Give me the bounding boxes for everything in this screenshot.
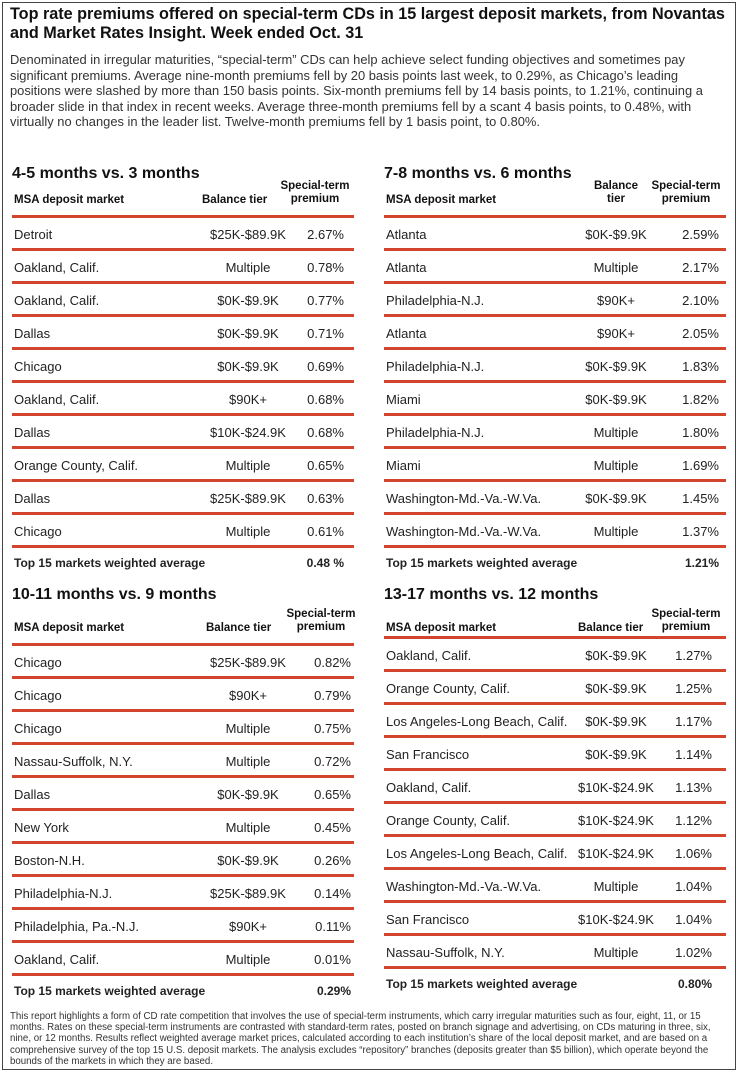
tier-cell: $25K-$89.9K xyxy=(210,491,286,506)
weighted-average-label: Top 15 markets weighted average xyxy=(14,556,206,570)
table-row xyxy=(384,413,726,446)
market-cell: Los Angeles-Long Beach, Calif. xyxy=(386,714,568,729)
tier-cell: Multiple xyxy=(593,524,639,539)
tier-cell: Multiple xyxy=(225,260,271,275)
table-row xyxy=(12,479,354,512)
market-cell: Philadelphia-N.J. xyxy=(386,359,485,374)
table-row xyxy=(12,512,354,545)
tier-cell: Multiple xyxy=(593,879,639,894)
col-header-market: MSA deposit market xyxy=(386,622,497,634)
tier-cell: Multiple xyxy=(593,945,639,960)
premium-cell: 1.17% xyxy=(675,714,712,729)
tier-cell: $90K+ xyxy=(229,688,267,703)
table-row xyxy=(384,215,726,248)
tier-cell: $0K-$9.9K xyxy=(217,326,279,341)
premium-cell: 1.14% xyxy=(675,747,712,762)
tier-cell: Multiple xyxy=(225,458,271,473)
premium-cell: 1.69% xyxy=(682,458,719,473)
col-header-tier: Balance tier xyxy=(202,194,268,206)
tier-cell: $10K-$24.9K xyxy=(210,425,286,440)
tier-cell: $90K+ xyxy=(229,919,267,934)
tier-cell: $10K-$24.9K xyxy=(578,846,654,861)
premium-cell: 1.83% xyxy=(682,359,719,374)
table-row xyxy=(12,380,354,413)
premium-cell: 0.26% xyxy=(314,853,351,868)
tier-cell: $0K-$9.9K xyxy=(217,853,279,868)
page-title: Top rate premiums offered on special-term CDs in 15 largest deposit markets, from Novantas and Market Rates Insight. Week ended Oct. 31 xyxy=(10,5,725,42)
tier-cell: $10K-$24.9K xyxy=(578,912,654,927)
panel-title: 4-5 months vs. 3 months xyxy=(12,165,200,182)
col-header-tier: Balance tier xyxy=(578,622,644,634)
tier-cell: $0K-$9.9K xyxy=(217,293,279,308)
market-cell: San Francisco xyxy=(386,747,470,762)
tier-cell: $90K+ xyxy=(597,293,635,308)
panel-13-17-months xyxy=(384,586,726,1002)
premium-cell: 0.11% xyxy=(315,919,351,934)
tier-cell: $25K-$89.9K xyxy=(210,655,286,670)
table-row xyxy=(384,314,726,347)
premium-cell: 0.78% xyxy=(307,260,344,275)
premium-cell: 1.13% xyxy=(675,780,712,795)
weighted-average-value: 0.80% xyxy=(677,977,712,991)
col-header-premium xyxy=(643,180,729,206)
col-header-premium-line2: premium xyxy=(661,193,711,205)
market-cell: Philadelphia-N.J. xyxy=(386,293,485,308)
col-header-premium xyxy=(278,608,364,634)
tier-cell: $90K+ xyxy=(229,392,267,407)
tier-cell: $0K-$9.9K xyxy=(585,747,647,762)
table-row xyxy=(12,742,354,775)
tier-cell: $0K-$9.9K xyxy=(217,359,279,374)
market-cell: Philadelphia, Pa.-N.J. xyxy=(14,919,140,934)
col-header-market: MSA deposit market xyxy=(14,194,125,206)
col-header-tier: Balance tier xyxy=(206,622,272,634)
table-row xyxy=(384,669,726,702)
tier-cell: $25K-$89.9K xyxy=(210,886,286,901)
table-row xyxy=(384,281,726,314)
premium-cell: 0.61% xyxy=(307,524,344,539)
weighted-average-value: 0.48 % xyxy=(306,556,344,570)
market-cell: Nassau-Suffolk, N.Y. xyxy=(14,754,133,769)
market-cell: Chicago xyxy=(14,688,62,703)
col-header-premium-line1: Special-term xyxy=(280,180,350,192)
market-cell: Dallas xyxy=(14,491,51,506)
col-header-tier-line2: tier xyxy=(607,193,625,205)
table-row xyxy=(12,413,354,446)
footer-note: This report highlights a form of CD rate competition that involves the use of special-term instruments, which carry irregular maturities such as four, eight, 11, or 15 months. Rates on these special-term instruments are contrasted with standard-term rates, posted on branch signage and advertising, on CDs maturing in three, six, nine, or 12 months. Results reflect weighted average market prices, calculated according to each institution’s share of the local deposit market, and are based on a comprehensive survey of the top 15 U.S. deposit markets. The analysis excludes “repository” branches (deposits greater than $5 billion), which operate beyond the bounds of the markets in which they are based. xyxy=(10,1011,711,1067)
market-cell: Oakland, Calif. xyxy=(386,648,472,663)
market-cell: Dallas xyxy=(14,787,51,802)
market-cell: Los Angeles-Long Beach, Calif. xyxy=(386,846,568,861)
panel-4-5-months xyxy=(12,165,354,577)
col-header-tier-line1: Balance xyxy=(593,180,639,192)
premium-cell: 0.71% xyxy=(307,326,344,341)
panel-rows xyxy=(12,643,354,1001)
table-row xyxy=(12,314,354,347)
tier-cell: Multiple xyxy=(225,524,271,539)
market-cell: Orange County, Calif. xyxy=(386,813,511,828)
table-row xyxy=(384,867,726,900)
premium-cell: 0.65% xyxy=(314,787,351,802)
market-cell: Chicago xyxy=(14,524,62,539)
table-row xyxy=(384,248,726,281)
table-row xyxy=(384,512,726,545)
table-row xyxy=(384,801,726,834)
panel-10-11-months xyxy=(12,586,354,1002)
table-row xyxy=(384,702,726,735)
premium-cell: 0.65% xyxy=(307,458,344,473)
premium-cell: 1.02% xyxy=(675,945,712,960)
weighted-average-label: Top 15 markets weighted average xyxy=(14,984,206,998)
table-row xyxy=(12,841,354,874)
premium-cell: 2.05% xyxy=(682,326,719,341)
market-cell: Oakland, Calif. xyxy=(386,780,472,795)
table-row xyxy=(384,735,726,768)
tier-cell: Multiple xyxy=(225,820,271,835)
tier-cell: Multiple xyxy=(593,260,639,275)
table-row xyxy=(384,347,726,380)
market-cell: San Francisco xyxy=(386,912,470,927)
table-row xyxy=(384,933,726,966)
market-cell: Miami xyxy=(386,392,421,407)
table-row xyxy=(384,380,726,413)
col-header-tier xyxy=(588,180,644,206)
market-cell: Philadelphia-N.J. xyxy=(14,886,113,901)
premium-cell: 1.04% xyxy=(675,912,712,927)
tier-cell: $0K-$9.9K xyxy=(585,681,647,696)
tier-cell: $10K-$24.9K xyxy=(578,780,654,795)
tier-cell: $0K-$9.9K xyxy=(585,359,647,374)
market-cell: Orange County, Calif. xyxy=(14,458,139,473)
premium-cell: 1.45% xyxy=(682,491,719,506)
tier-cell: Multiple xyxy=(593,425,639,440)
tier-cell: $0K-$9.9K xyxy=(585,714,647,729)
market-cell: Chicago xyxy=(14,359,62,374)
market-cell: Washington-Md.-Va.-W.Va. xyxy=(386,491,542,506)
tier-cell: $0K-$9.9K xyxy=(217,787,279,802)
weighted-average-row xyxy=(384,966,726,994)
market-cell: Nassau-Suffolk, N.Y. xyxy=(386,945,505,960)
col-header-premium-line2: premium xyxy=(296,621,346,633)
col-header-premium xyxy=(643,608,729,634)
weighted-average-value: 1.21% xyxy=(684,556,719,570)
tier-cell: Multiple xyxy=(593,458,639,473)
premium-cell: 1.82% xyxy=(682,392,719,407)
panel-title: 10-11 months vs. 9 months xyxy=(12,586,217,603)
table-row xyxy=(12,248,354,281)
market-cell: Washington-Md.-Va.-W.Va. xyxy=(386,524,542,539)
table-row xyxy=(12,676,354,709)
premium-cell: 2.10% xyxy=(682,293,719,308)
tier-cell: $25K-$89.9K xyxy=(210,227,286,242)
col-header-premium-line1: Special-term xyxy=(286,608,356,620)
premium-cell: 0.69% xyxy=(307,359,344,374)
premium-cell: 0.72% xyxy=(314,754,351,769)
premium-cell: 1.25% xyxy=(675,681,712,696)
table-row xyxy=(12,775,354,808)
intro-paragraph: Denominated in irregular maturities, “special-term” CDs can help achieve select funding objectives and sometimes pay significant premiums. Average nine-month premiums fell by 20 basis points last week, to 0.29%, as Chicago’s leading positions were slashed by more than 150 basis points. Six-month premiums fell by 14 basis points, to 1.21%, continuing a broader slide in that index in recent weeks. Average three-month premiums fell by a scant 4 basis points, to 0.48%, with virtually no changes in the leader list. Twelve-month premiums fell by 1 basis point, to 0.80%. xyxy=(10,52,703,130)
tier-cell: $90K+ xyxy=(597,326,635,341)
panel-rows xyxy=(12,215,354,573)
table-row xyxy=(12,215,354,248)
weighted-average-row xyxy=(12,973,354,1001)
table-row xyxy=(12,446,354,479)
premium-cell: 0.68% xyxy=(307,425,344,440)
market-cell: Orange County, Calif. xyxy=(386,681,511,696)
premium-cell: 0.01% xyxy=(314,952,351,967)
premium-cell: 0.82% xyxy=(314,655,351,670)
table-row xyxy=(12,643,354,676)
premium-cell: 0.79% xyxy=(314,688,351,703)
premium-cell: 2.67% xyxy=(307,227,344,242)
table-row xyxy=(12,874,354,907)
premium-cell: 1.27% xyxy=(675,648,712,663)
market-cell: Atlanta xyxy=(386,260,427,275)
table-row xyxy=(384,636,726,669)
table-row xyxy=(384,446,726,479)
market-cell: Philadelphia-N.J. xyxy=(386,425,485,440)
col-header-premium-line2: premium xyxy=(661,621,711,633)
table-row xyxy=(12,347,354,380)
premium-cell: 2.59% xyxy=(682,227,719,242)
panel-title: 13-17 months vs. 12 months xyxy=(384,586,599,603)
panel-rows xyxy=(384,636,726,994)
premium-cell: 1.12% xyxy=(675,813,712,828)
tier-cell: $0K-$9.9K xyxy=(585,648,647,663)
market-cell: Dallas xyxy=(14,425,51,440)
panel-title: 7-8 months vs. 6 months xyxy=(384,165,572,182)
market-cell: Miami xyxy=(386,458,421,473)
tier-cell: $0K-$9.9K xyxy=(585,392,647,407)
table-row xyxy=(384,834,726,867)
col-header-premium xyxy=(272,180,358,206)
premium-cell: 1.37% xyxy=(682,524,719,539)
weighted-average-row xyxy=(12,545,354,573)
weighted-average-row xyxy=(384,545,726,573)
table-row xyxy=(384,479,726,512)
table-row xyxy=(12,808,354,841)
weighted-average-label: Top 15 markets weighted average xyxy=(386,977,578,991)
market-cell: Washington-Md.-Va.-W.Va. xyxy=(386,879,542,894)
weighted-average-value: 0.29% xyxy=(316,984,351,998)
market-cell: Chicago xyxy=(14,655,62,670)
premium-cell: 0.75% xyxy=(314,721,351,736)
market-cell: Dallas xyxy=(14,326,51,341)
table-row xyxy=(384,768,726,801)
panel-rows xyxy=(384,215,726,573)
premium-cell: 0.77% xyxy=(307,293,344,308)
market-cell: Atlanta xyxy=(386,326,427,341)
tier-cell: $10K-$24.9K xyxy=(578,813,654,828)
col-header-premium-line1: Special-term xyxy=(651,608,721,620)
tier-cell: $0K-$9.9K xyxy=(585,491,647,506)
premium-cell: 0.45% xyxy=(314,820,351,835)
panel-7-8-months xyxy=(384,165,726,577)
premium-cell: 0.14% xyxy=(314,886,351,901)
premium-cell: 0.63% xyxy=(307,491,344,506)
premium-cell: 1.80% xyxy=(682,425,719,440)
table-row xyxy=(12,940,354,973)
tier-cell: $0K-$9.9K xyxy=(585,227,647,242)
tier-cell: Multiple xyxy=(225,721,271,736)
table-row xyxy=(12,907,354,940)
market-cell: Oakland, Calif. xyxy=(14,392,100,407)
market-cell: New York xyxy=(14,820,69,835)
weighted-average-label: Top 15 markets weighted average xyxy=(386,556,578,570)
table-row xyxy=(384,900,726,933)
table-row xyxy=(12,709,354,742)
col-header-market: MSA deposit market xyxy=(14,622,125,634)
market-cell: Oakland, Calif. xyxy=(14,260,100,275)
market-cell: Chicago xyxy=(14,721,62,736)
premium-cell: 1.06% xyxy=(675,846,712,861)
tier-cell: Multiple xyxy=(225,754,271,769)
market-cell: Oakland, Calif. xyxy=(14,952,100,967)
col-header-market: MSA deposit market xyxy=(386,194,497,206)
premium-cell: 2.17% xyxy=(682,260,719,275)
premium-cell: 0.68% xyxy=(307,392,344,407)
market-cell: Oakland, Calif. xyxy=(14,293,100,308)
market-cell: Atlanta xyxy=(386,227,427,242)
tier-cell: Multiple xyxy=(225,952,271,967)
premium-cell: 1.04% xyxy=(675,879,712,894)
col-header-premium-line1: Special-term xyxy=(651,180,721,192)
col-header-premium-line2: premium xyxy=(290,193,340,205)
market-cell: Boston-N.H. xyxy=(14,853,85,868)
market-cell: Detroit xyxy=(14,227,53,242)
table-row xyxy=(12,281,354,314)
